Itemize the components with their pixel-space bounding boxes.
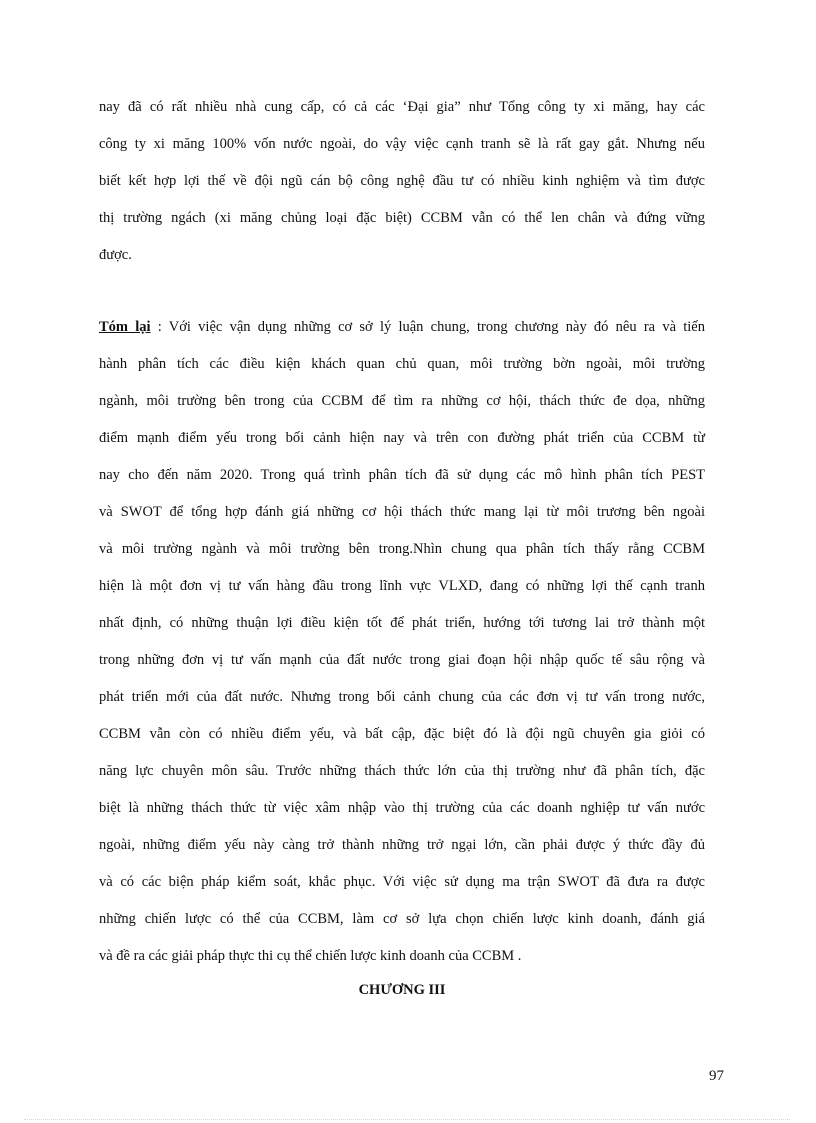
summary-line: hành phân tích các điều kiện khách quan chủ quan, môi trường bờn ngoài, môi trường xyxy=(99,356,705,372)
summary-line: ngoài, những điểm yếu này càng trở thành những trở ngại lớn, cần phải được ý thức đầy đủ xyxy=(99,837,705,853)
summary-line: và môi trường ngành và môi trường bên trong.Nhìn chung qua phân tích thấy rằng CCBM xyxy=(99,541,705,557)
page-number: 97 xyxy=(709,1068,724,1084)
summary-line: năng lực chuyên môn sâu. Trước những thách thức lớn của thị trường như đã phân tích, đặc xyxy=(99,763,705,779)
chapter-heading: CHƯƠNG III xyxy=(358,982,446,998)
summary-first-line xyxy=(99,316,705,338)
summary-line: ngành, môi trường bên trong của CCBM để tìm ra những cơ hội, thách thức đe dọa, những xyxy=(99,393,705,409)
summary-line: và SWOT để tổng hợp đánh giá những cơ hội thách thức mang lại từ môi trương bên ngoài xyxy=(99,504,705,520)
summary-line: và đề ra các giải pháp thực thi cụ thể chiến lược kinh doanh của CCBM . xyxy=(99,948,522,964)
summary-line: biệt là những thách thức từ việc xâm nhập vào thị trường của các doanh nghiệp tư vấn nước xyxy=(99,800,705,816)
paragraph-line: công ty xi măng 100% vốn nước ngoài, do vậy việc cạnh tranh sẽ là rất gay gắt. Nhưng nếu xyxy=(99,136,705,152)
summary-line: nhất định, có những thuận lợi điều kiện tốt để phát triển, hướng tới tương lai trở thành một xyxy=(99,615,705,631)
summary-first-line-text: : Với việc vận dụng những cơ sở lý luận chung, trong chương này đó nêu ra và tiến xyxy=(150,319,705,335)
paragraph-line: biết kết hợp lợi thế về đội ngũ cán bộ công nghệ đầu tư có nhiều kinh nghiệm và tìm được xyxy=(99,173,705,189)
paragraph-line: thị trường ngách (xi măng chủng loại đặc biệt) CCBM vẫn có thể len chân và đứng vững xyxy=(99,210,705,226)
summary-line: trong những đơn vị tư vấn mạnh của đất nước trong giai đoạn hội nhập quốc tế sâu rộng và xyxy=(99,652,705,668)
paragraph-line: nay đã có rất nhiều nhà cung cấp, có cả các ‘Đại gia” như Tổng công ty xi măng, hay các xyxy=(99,99,705,115)
summary-line: phát triển mới của đất nước. Nhưng trong bối cảnh chung của các đơn vị tư vấn trong nước, xyxy=(99,689,705,705)
summary-line: nay cho đến năm 2020. Trong quá trình phân tích đã sử dụng các mô hình phân tích PEST xyxy=(99,467,705,483)
summary-line: những chiến lược có thể của CCBM, làm cơ sở lựa chọn chiến lược kinh doanh, đánh giá xyxy=(99,911,705,927)
summary-lead-label: Tóm lại xyxy=(99,319,151,335)
page-bottom-divider xyxy=(24,1119,790,1120)
summary-line: hiện là một đơn vị tư vấn hàng đầu trong lĩnh vực VLXD, đang có những lợi thế cạnh tranh xyxy=(99,578,705,594)
paragraph-line: được. xyxy=(99,247,132,263)
summary-line: CCBM vẫn còn có nhiều điểm yếu, và bất cập, đặc biệt đó là đội ngũ chuyên gia giỏi có xyxy=(99,726,705,742)
summary-line: và có các biện pháp kiểm soát, khắc phục. Với việc sử dụng ma trận SWOT đã đưa ra được xyxy=(99,874,705,890)
summary-line: điểm mạnh điểm yếu trong bối cảnh hiện nay và trên con đường phát triển của CCBM từ xyxy=(99,430,705,446)
